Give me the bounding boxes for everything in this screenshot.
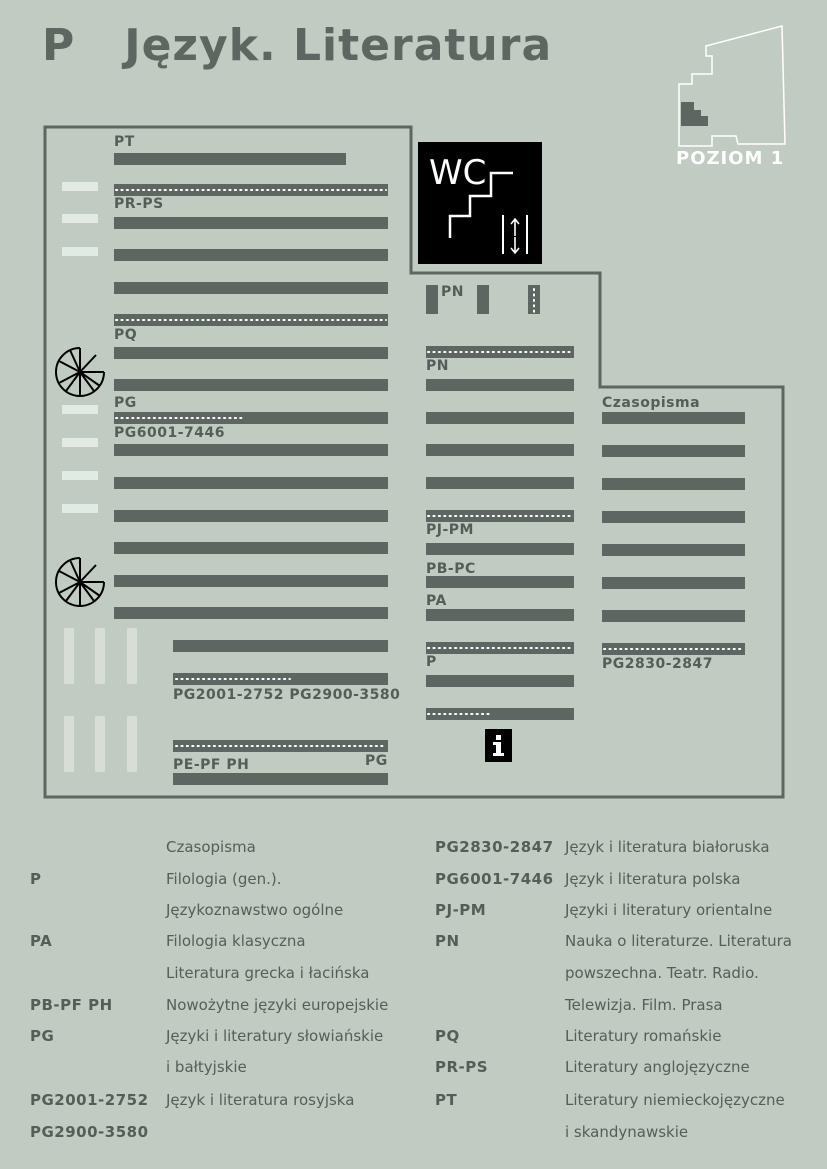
shelf-label-pg2001: PG2001-2752 PG2900-3580 bbox=[173, 687, 401, 703]
shelf-label-pa: PA bbox=[426, 593, 447, 609]
legend-desc: Literatura grecka i łacińska bbox=[166, 964, 370, 982]
shelves-right bbox=[602, 412, 745, 655]
spiral-stairs-icon bbox=[56, 558, 104, 606]
legend-code: PQ bbox=[435, 1027, 460, 1045]
building-outline-icon bbox=[679, 26, 785, 146]
level-label: POZIOM 1 bbox=[676, 148, 785, 169]
shelf-label-pn-top: PN bbox=[441, 284, 464, 300]
legend-code: PT bbox=[435, 1091, 458, 1109]
legend-desc: powszechna. Teatr. Radio. bbox=[565, 964, 759, 982]
legend-desc: Język i literatura rosyjska bbox=[166, 1091, 355, 1109]
shelf-label-czasopisma: Czasopisma bbox=[602, 395, 701, 411]
shelf-label-pt: PT bbox=[114, 134, 135, 150]
legend-code: PG6001-7446 bbox=[435, 870, 554, 888]
info-point-icon bbox=[485, 729, 512, 762]
legend-desc: Nauka o literaturze. Literatura bbox=[565, 932, 792, 950]
spiral-stairs-icon bbox=[56, 348, 104, 396]
legend-desc: Językoznawstwo ogólne bbox=[166, 901, 344, 919]
legend-desc: Języki i literatury orientalne bbox=[565, 901, 773, 919]
legend-code: PG bbox=[30, 1027, 55, 1045]
legend-code: PG2900-3580 bbox=[30, 1123, 149, 1141]
legend-desc: Języki i literatury słowiańskie bbox=[166, 1027, 384, 1045]
legend-desc: i skandynawskie bbox=[565, 1123, 689, 1141]
shelf-label-pg-bottom: PG bbox=[365, 753, 388, 769]
legend-desc: Język i literatura polska bbox=[565, 870, 741, 888]
shelves-middle bbox=[426, 285, 574, 720]
legend-code: P bbox=[30, 870, 42, 888]
shelf-label-pg2830: PG2830-2847 bbox=[602, 656, 713, 672]
legend-code: PN bbox=[435, 932, 460, 950]
shelf-label-pn: PN bbox=[426, 358, 449, 374]
legend-desc: Język i literatura białoruska bbox=[565, 838, 770, 856]
legend-desc: Filologia klasyczna bbox=[166, 932, 306, 950]
legend-code: PR-PS bbox=[435, 1058, 489, 1076]
legend-code: PG2830-2847 bbox=[435, 838, 554, 856]
legend-desc: Literatury romańskie bbox=[565, 1027, 722, 1045]
legend-desc: Filologia (gen.). bbox=[166, 870, 282, 888]
shelf-label-pg6001: PG6001-7446 bbox=[114, 425, 225, 441]
legend-code: PA bbox=[30, 932, 53, 950]
legend-desc: Nowożytne języki europejskie bbox=[166, 996, 389, 1014]
shelf-label-pb-pc: PB-PC bbox=[426, 561, 476, 577]
you-are-here-icon bbox=[681, 102, 708, 126]
legend-desc: Literatury anglojęzyczne bbox=[565, 1058, 750, 1076]
shelf-label-pg: PG bbox=[114, 395, 137, 411]
shelf-label-pr-ps: PR-PS bbox=[114, 196, 164, 212]
window-panels bbox=[64, 628, 137, 772]
legend-desc: i bałtyjskie bbox=[166, 1058, 247, 1076]
shelf-label-pj-pm: PJ-PM bbox=[426, 522, 474, 538]
shelf-label-pe-pf: PE-PF PH bbox=[173, 757, 250, 773]
legend-code: PB-PF PH bbox=[30, 996, 113, 1014]
legend-desc: Literatury niemieckojęzyczne bbox=[565, 1091, 785, 1109]
wc-label: WC bbox=[429, 153, 487, 193]
legend-desc: Czasopisma bbox=[166, 838, 256, 856]
shelf-label-p: P bbox=[426, 654, 437, 670]
legend-code: PG2001-2752 bbox=[30, 1091, 149, 1109]
section-letter: P bbox=[42, 20, 76, 71]
shelf-label-pq: PQ bbox=[114, 327, 138, 343]
section-title: Język. Literatura bbox=[124, 20, 553, 71]
legend-code: PJ-PM bbox=[435, 901, 487, 919]
legend-desc: Telewizja. Film. Prasa bbox=[565, 996, 723, 1014]
